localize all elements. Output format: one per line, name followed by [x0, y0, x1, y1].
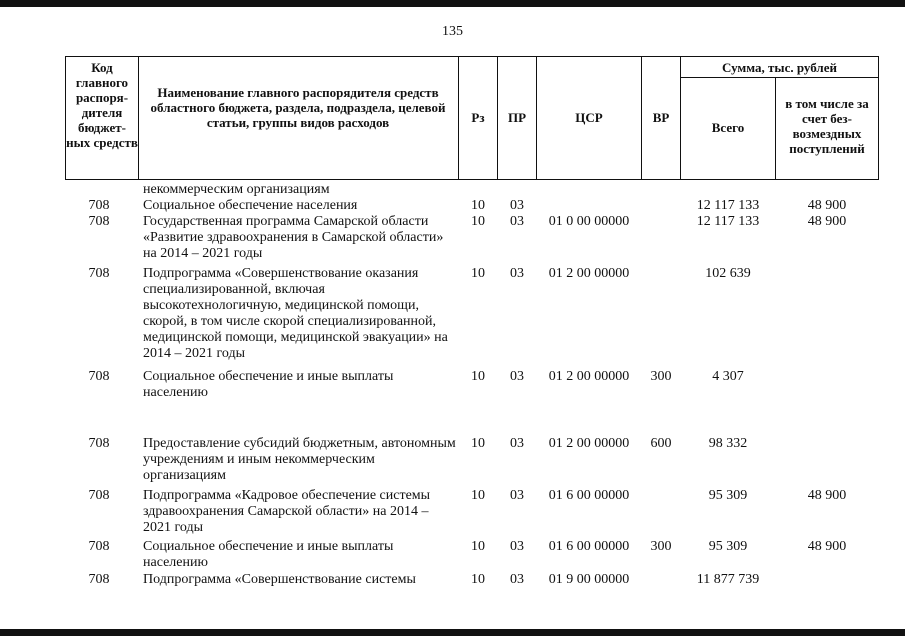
row-pr: 03 — [510, 539, 524, 554]
row-free: 48 900 — [807, 214, 847, 229]
row-csr: 01 6 00 00000 — [548, 488, 630, 503]
row-name: Предоставление субсидий бюджетным, автономным учреждениям и иным некоммерческим организациям — [143, 436, 456, 483]
row-csr: 01 2 00 00000 — [548, 436, 630, 451]
row-csr: 01 9 00 00000 — [548, 572, 630, 587]
header-free: в том числе за счет без-возмездных поступлений — [785, 96, 869, 156]
bottom-scan-border — [0, 629, 905, 636]
row-rz: 10 — [471, 488, 485, 503]
grid-line-code — [138, 56, 139, 180]
row-name: Социальное обеспечение населения — [143, 198, 358, 213]
row-pr: 03 — [510, 436, 524, 451]
header-rz: Рз — [471, 110, 485, 125]
page-number: 135 — [442, 24, 463, 39]
row-rz: 10 — [471, 214, 485, 229]
row-pr: 03 — [510, 572, 524, 587]
row-csr: 01 0 00 00000 — [548, 214, 630, 229]
row-total: 95 309 — [708, 488, 748, 503]
row-code: 708 — [88, 436, 110, 451]
row-pr: 03 — [510, 214, 524, 229]
row-name: некоммерческим организациям — [143, 182, 330, 197]
row-free: 48 900 — [807, 488, 847, 503]
header-pr: ПР — [507, 110, 527, 125]
row-free: 48 900 — [807, 539, 847, 554]
row-rz: 10 — [471, 539, 485, 554]
row-total: 95 309 — [708, 539, 748, 554]
grid-line-total — [775, 77, 776, 180]
header-bottom-line — [65, 179, 879, 180]
header-vr: ВР — [652, 110, 670, 125]
row-csr: 01 6 00 00000 — [548, 539, 630, 554]
row-code: 708 — [88, 539, 110, 554]
row-name: Подпрограмма «Совершенствование оказания специализированной, включая высокотехнологичную, медицинской помощи, скорой, в том числе скорой специализированной, медицинской помощи, медицинской эвакуации» на 2014 – 2021 годы — [143, 266, 448, 361]
row-code: 708 — [88, 488, 110, 503]
row-code: 708 — [88, 572, 110, 587]
row-vr: 300 — [650, 369, 672, 384]
grid-line-right — [878, 56, 879, 180]
row-rz: 10 — [471, 266, 485, 281]
row-name: Государственная программа Самарской области «Развитие здравоохранения в Самарской области» на 2014 – 2021 годы — [143, 214, 444, 261]
row-rz: 10 — [471, 369, 485, 384]
row-code: 708 — [88, 214, 110, 229]
row-vr: 600 — [650, 436, 672, 451]
header-sum: Сумма, тыс. рублей — [722, 60, 837, 75]
row-total: 4 307 — [712, 369, 744, 384]
row-total: 12 117 133 — [696, 198, 760, 213]
row-total: 98 332 — [708, 436, 748, 451]
row-total: 11 877 739 — [696, 572, 760, 587]
header-code: Код главного распоря-дителя бюджет-ных средств — [66, 60, 138, 150]
row-total: 12 117 133 — [696, 214, 760, 229]
row-code: 708 — [88, 198, 110, 213]
row-name: Социальное обеспечение и иные выплаты населению — [143, 539, 394, 570]
row-rz: 10 — [471, 198, 485, 213]
header-name: Наименование главного распорядителя средств областного бюджета, раздела, подраздела, целевой статьи, группы видов расходов — [150, 85, 446, 130]
header-top-line — [65, 56, 879, 57]
sum-divider-line — [680, 77, 879, 78]
row-name: Социальное обеспечение и иные выплаты населению — [143, 369, 394, 400]
row-code: 708 — [88, 369, 110, 384]
row-csr: 01 2 00 00000 — [548, 369, 630, 384]
row-rz: 10 — [471, 572, 485, 587]
row-pr: 03 — [510, 198, 524, 213]
row-pr: 03 — [510, 488, 524, 503]
row-pr: 03 — [510, 369, 524, 384]
row-total: 102 639 — [705, 266, 751, 281]
header-csr: ЦСР — [575, 110, 603, 125]
row-free: 48 900 — [807, 198, 847, 213]
row-csr: 01 2 00 00000 — [548, 266, 630, 281]
row-name: Подпрограмма «Кадровое обеспечение системы здравоохранения Самарской области» на 2014 – 2021 годы — [143, 488, 431, 535]
row-name: Подпрограмма «Совершенствование системы — [143, 572, 416, 587]
row-vr: 300 — [650, 539, 672, 554]
top-scan-border — [0, 0, 905, 7]
row-rz: 10 — [471, 436, 485, 451]
row-pr: 03 — [510, 266, 524, 281]
row-code: 708 — [88, 266, 110, 281]
header-total: Всего — [711, 120, 745, 135]
